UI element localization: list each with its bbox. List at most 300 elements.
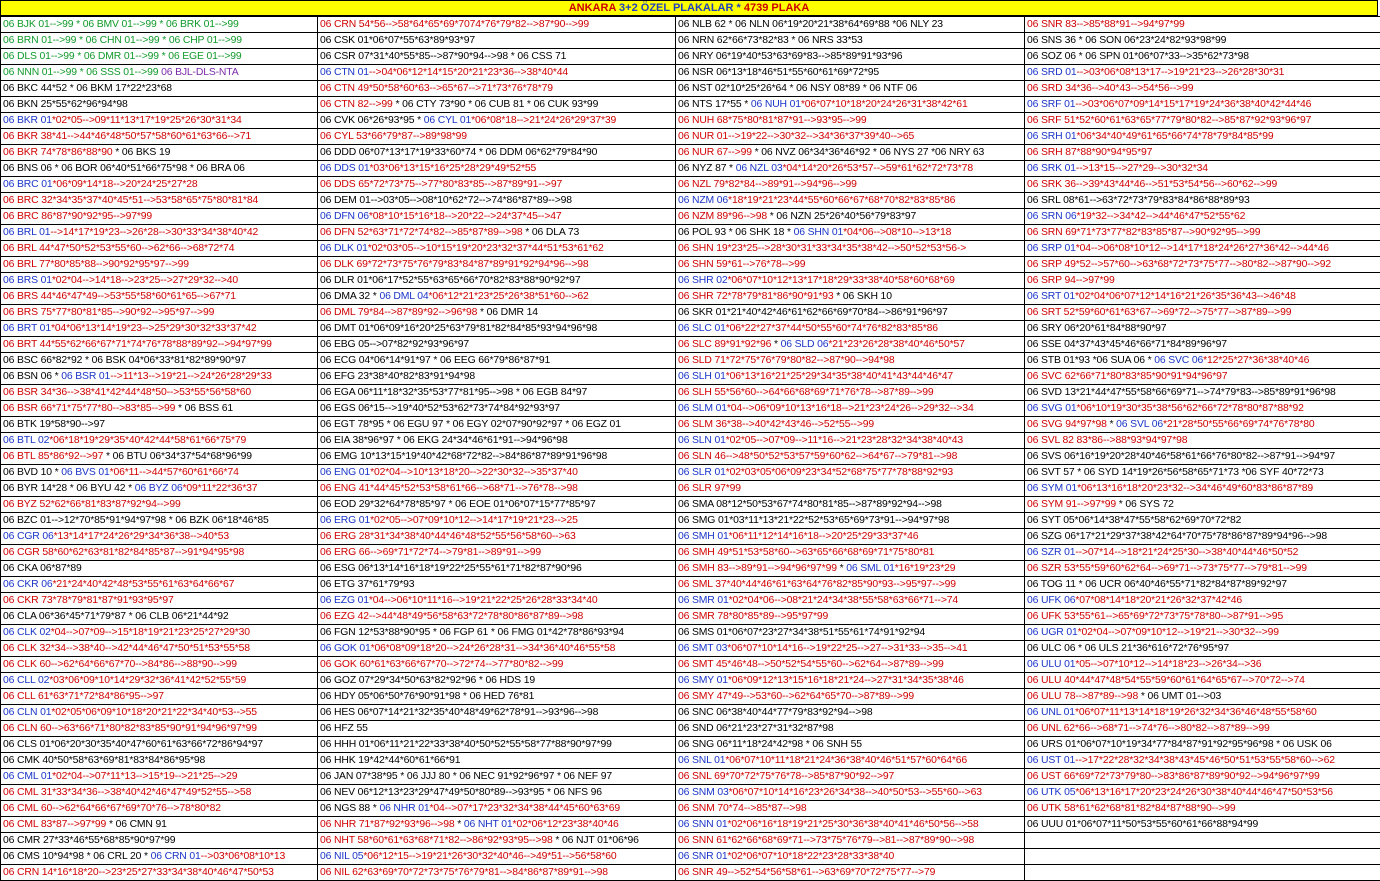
plate-cell[interactable] — [1025, 97, 1380, 113]
plate-cell[interactable] — [1025, 721, 1380, 737]
plate-text: 06 NEV 06*12*13*23*29*47*49*50*80*89-->93*95 * 06 NFS 96 — [320, 786, 602, 798]
plate-cell[interactable] — [1025, 289, 1380, 305]
plate-cell[interactable] — [676, 785, 1025, 801]
plate-cell[interactable] — [1025, 209, 1380, 225]
plate-cell[interactable] — [1025, 433, 1380, 449]
plate-cell[interactable] — [676, 161, 1025, 177]
plate-cell[interactable] — [1025, 561, 1380, 577]
plate-cell[interactable] — [676, 353, 1025, 369]
plate-text: 06 HHK 19*42*44*60*61*66*91 — [320, 754, 461, 766]
plate-cell[interactable] — [318, 433, 676, 449]
plate-text: 06 SRD 34*36-->40*43-->54*56-->99 — [1027, 82, 1194, 94]
plate-text: *06*13*16*21*25*29*34*35*38*40*41*43*44*46*47 — [725, 370, 954, 382]
plate-text: 06 SRY 06*20*61*84*88*90*97 — [1027, 322, 1167, 334]
plate-cell[interactable] — [676, 145, 1025, 161]
plate-cell[interactable] — [1025, 401, 1380, 417]
plate-text: 06 CVK 06*26*93*95 * — [320, 114, 424, 126]
plate-text: 06 SVC 62*66*71*80*83*85*90*91*94*96*97 — [1027, 370, 1228, 382]
plate-cell[interactable] — [676, 193, 1025, 209]
plate-cell[interactable] — [318, 817, 676, 833]
table-row — [1, 753, 1380, 769]
plate-cell[interactable] — [318, 65, 676, 81]
plate-cell[interactable] — [676, 417, 1025, 433]
plate-text: 06 BRN 01-->99 * 06 CHN 01-->99 * 06 CHP 01-->99 — [3, 34, 242, 46]
plate-cell[interactable] — [676, 17, 1025, 33]
plate-cell[interactable] — [1, 33, 318, 49]
plate-cell[interactable] — [1, 577, 318, 593]
plate-cell[interactable] — [1025, 529, 1380, 545]
plate-cell[interactable] — [318, 385, 676, 401]
plate-cell[interactable] — [1025, 33, 1380, 49]
plate-cell[interactable] — [676, 593, 1025, 609]
plate-text: 06 SLM 36*38-->40*42*43*46-->52*55-->99 — [678, 418, 875, 430]
plate-cell[interactable] — [676, 33, 1025, 49]
plate-cell[interactable] — [318, 225, 676, 241]
plate-cell[interactable] — [676, 449, 1025, 465]
plate-text: 06 BRC 32*34*35*37*40*45*51-->53*58*65*75*80*81*84 — [3, 194, 259, 206]
plate-cell[interactable] — [1025, 369, 1380, 385]
plate-text: 06 ETG 37*61*79*93 — [320, 578, 415, 590]
plate-cell[interactable] — [1, 369, 318, 385]
plate-cell[interactable] — [318, 721, 676, 737]
plate-cell[interactable] — [1, 241, 318, 257]
plate-cell[interactable] — [318, 481, 676, 497]
plate-cell[interactable] — [676, 529, 1025, 545]
plate-text: 06 SRT 01 — [1027, 290, 1075, 302]
plate-cell[interactable] — [676, 65, 1025, 81]
plate-cell[interactable] — [318, 769, 676, 785]
plate-cell[interactable] — [1, 865, 318, 881]
plate-text: 06 SRF 01 — [1027, 98, 1076, 110]
plate-cell[interactable] — [318, 113, 676, 129]
plate-cell[interactable] — [1025, 625, 1380, 641]
plate-cell[interactable] — [1, 641, 318, 657]
plate-cell[interactable] — [1025, 465, 1380, 481]
plate-cell[interactable] — [676, 673, 1025, 689]
plate-text: 06 DLR 01*06*17*52*55*63*65*66*70*82*83*88*90*92*97 — [320, 274, 581, 286]
table-row — [1, 385, 1380, 401]
plate-cell[interactable] — [1025, 657, 1380, 673]
plate-cell[interactable] — [1, 209, 318, 225]
plate-cell[interactable] — [1, 529, 318, 545]
plate-cell[interactable] — [1025, 641, 1380, 657]
plate-cell[interactable] — [318, 129, 676, 145]
plate-cell[interactable] — [1, 465, 318, 481]
plate-text: -->07*14-->18*21*24*25*30-->38*40*44*46*50*52 — [1075, 546, 1299, 558]
plate-cell[interactable] — [1, 657, 318, 673]
plate-cell[interactable] — [676, 689, 1025, 705]
plate-cell[interactable] — [676, 129, 1025, 145]
plate-cell[interactable] — [318, 369, 676, 385]
plate-cell[interactable] — [318, 849, 676, 865]
plate-cell[interactable] — [318, 705, 676, 721]
plate-cell[interactable] — [1, 545, 318, 561]
plate-cell[interactable] — [676, 273, 1025, 289]
plate-cell[interactable] — [318, 401, 676, 417]
plate-cell[interactable] — [676, 753, 1025, 769]
plate-cell[interactable] — [1, 801, 318, 817]
plate-text: 06 BTK 19*58*90-->97 — [3, 418, 105, 430]
plate-cell[interactable] — [318, 17, 676, 33]
plate-cell[interactable] — [1025, 113, 1380, 129]
plate-cell[interactable] — [318, 497, 676, 513]
plate-text: 06 SLC 89*91*92*96 — [678, 338, 772, 350]
plate-text: 06 CSR 07*31*40*55*85-->87*90*94-->98 * 06 CSS 71 — [320, 50, 567, 62]
plate-cell[interactable] — [676, 385, 1025, 401]
plate-text: 06 SNM 03 — [678, 786, 729, 798]
plate-cell[interactable] — [318, 81, 676, 97]
plate-text: 06 SRH 01 — [1027, 130, 1077, 142]
plate-text: 06 ERG 66-->69*71*72*74-->79*81-->89*91-->99 — [320, 546, 541, 558]
plate-cell[interactable] — [1025, 817, 1380, 833]
plate-cell[interactable] — [318, 289, 676, 305]
table-row — [1, 129, 1380, 145]
plate-cell[interactable] — [318, 241, 676, 257]
plate-cell[interactable] — [1025, 609, 1380, 625]
plate-cell[interactable] — [1, 609, 318, 625]
plate-cell[interactable] — [318, 865, 676, 881]
plate-text: 06 URS 01*06*07*10*19*34*77*84*87*91*92*95*96*98 * 06 USK 06 — [1027, 738, 1332, 750]
plate-text: 06 NRY 06*19*40*53*63*69*83-->85*89*91*93*96 — [678, 50, 903, 62]
plate-cell[interactable] — [1, 737, 318, 753]
plate-cell[interactable] — [676, 721, 1025, 737]
plate-cell[interactable] — [318, 273, 676, 289]
table-row — [1, 257, 1380, 273]
plate-cell[interactable] — [1025, 833, 1380, 849]
plate-cell[interactable] — [1, 305, 318, 321]
plate-cell[interactable] — [318, 689, 676, 705]
plate-text: 06 BTL 85*86*92-->97 — [3, 450, 104, 462]
plate-cell[interactable] — [676, 49, 1025, 65]
plate-cell[interactable] — [1, 481, 318, 497]
plate-text: 06 EGA 06*11*18*32*35*53*77*81*95-->98 * 06 EGB 84*97 — [320, 386, 588, 398]
table-row — [1, 305, 1380, 321]
plate-text: *02*04*06*07*12*14*16*21*26*35*36*43-->46*48 — [1074, 290, 1296, 302]
plate-cell[interactable] — [676, 337, 1025, 353]
plate-cell[interactable] — [676, 705, 1025, 721]
plate-cell[interactable] — [676, 849, 1025, 865]
plate-cell[interactable] — [318, 49, 676, 65]
plate-cell[interactable] — [676, 97, 1025, 113]
plate-text: *03*06*13*15*16*25*28*29*49*52*55 — [369, 162, 537, 174]
plate-cell[interactable] — [318, 561, 676, 577]
plate-cell[interactable] — [1025, 673, 1380, 689]
plate-text: 06 CLK 60-->62*64*66*67*70-->84*86-->88*90-->99 — [3, 658, 237, 670]
plate-cell[interactable] — [676, 321, 1025, 337]
plate-cell[interactable] — [676, 513, 1025, 529]
plate-cell[interactable] — [1, 705, 318, 721]
plate-text: 06 SRP 49*52-->57*60-->63*68*72*73*75*77-->80*82-->87*90-->92 — [1027, 258, 1332, 270]
plate-cell[interactable] — [318, 177, 676, 193]
plate-text: * 06 SYS 72 — [1116, 498, 1174, 510]
plate-cell[interactable] — [676, 481, 1025, 497]
plate-text: 06 BSR 66*71*75*77*80-->83*85-->99 — [3, 402, 176, 414]
plate-text: *06*07*11*13*14*18*19*26*32*34*36*46*48*55*58*60 — [1074, 706, 1317, 718]
plate-cell[interactable] — [1, 97, 318, 113]
plate-cell[interactable] — [676, 561, 1025, 577]
plate-cell[interactable] — [676, 241, 1025, 257]
plate-cell[interactable] — [1025, 849, 1380, 865]
plate-text: 06 SVL 82 83*86-->88*93*94*97*98 — [1027, 434, 1188, 446]
plate-cell[interactable] — [1025, 305, 1380, 321]
plate-cell[interactable] — [318, 737, 676, 753]
plate-cell[interactable] — [1, 513, 318, 529]
plate-cell[interactable] — [1025, 545, 1380, 561]
plate-cell[interactable] — [318, 609, 676, 625]
plate-cell[interactable] — [1, 497, 318, 513]
plate-cell[interactable] — [676, 545, 1025, 561]
plate-text: 06 EGS 06*15-->19*40*52*53*62*73*74*84*92*93*97 — [320, 402, 560, 414]
plate-text: 06 BRL 01 — [3, 226, 51, 238]
plate-cell[interactable] — [1025, 577, 1380, 593]
plate-cell[interactable] — [676, 625, 1025, 641]
plate-cell[interactable] — [318, 449, 676, 465]
plate-text: 06 SZR 53*55*59*60*62*64-->69*71-->73*75*77-->79*81-->99 — [1027, 562, 1307, 574]
plate-cell[interactable] — [318, 305, 676, 321]
plate-text: -->03*06*08*13*17-->19*21*23-->26*28*30*31 — [1076, 66, 1285, 78]
plate-text: 06 EGT 78*95 * 06 EGU 97 * 06 EGY 02*07*90*92*97 * 06 EGZ 01 — [320, 418, 621, 430]
plate-cell[interactable] — [1025, 161, 1380, 177]
table-row — [1, 625, 1380, 641]
plate-cell[interactable] — [318, 657, 676, 673]
plate-cell[interactable] — [1025, 81, 1380, 97]
plate-cell[interactable] — [676, 865, 1025, 881]
plate-text: 06 HDY 05*06*50*76*90*91*98 * 06 HED 76*81 — [320, 690, 535, 702]
plate-cell[interactable] — [676, 113, 1025, 129]
plate-text: *02*04-->10*13*18*20-->22*30*32-->35*37*40 — [370, 466, 578, 478]
plate-cell[interactable] — [676, 209, 1025, 225]
plate-cell[interactable] — [676, 641, 1025, 657]
plate-text: *16*19*23*29 — [894, 562, 956, 574]
plate-text: *02*06*12*23*38*40*46 — [512, 818, 619, 830]
plate-cell[interactable] — [676, 657, 1025, 673]
plate-text: *04-->06*10*11*16-->19*21*22*25*26*28*33*34*40 — [368, 594, 598, 606]
plate-cell[interactable] — [318, 209, 676, 225]
plate-cell[interactable] — [1, 833, 318, 849]
plate-cell[interactable] — [318, 785, 676, 801]
plate-text: 06 NRN 62*66*73*82*83 * 06 NRS 33*53 — [678, 34, 863, 46]
plate-text: 06 SMR 78*80*85*89-->95*97*99 — [678, 610, 829, 622]
table-row — [1, 161, 1380, 177]
plate-cell[interactable] — [1025, 417, 1380, 433]
plate-cell[interactable] — [1025, 801, 1380, 817]
plate-cell[interactable] — [676, 737, 1025, 753]
plate-cell[interactable] — [1, 193, 318, 209]
plate-cell[interactable] — [1025, 177, 1380, 193]
plate-cell[interactable] — [318, 465, 676, 481]
plate-cell[interactable] — [318, 673, 676, 689]
plate-text: 06 SMT 45*46*48-->50*52*54*55*60-->62*64-->87*89-->99 — [678, 658, 944, 670]
plate-text: 06 HHH 01*06*11*21*22*33*38*40*50*52*55*58*77*88*90*97*99 — [320, 738, 612, 750]
plate-cell[interactable] — [318, 801, 676, 817]
plate-cell[interactable] — [1, 785, 318, 801]
plate-cell[interactable] — [676, 465, 1025, 481]
plate-cell[interactable] — [318, 625, 676, 641]
plate-cell[interactable] — [1, 289, 318, 305]
plate-cell[interactable] — [1, 177, 318, 193]
plate-cell[interactable] — [318, 641, 676, 657]
plate-cell[interactable] — [1, 385, 318, 401]
plate-text: 06 DDS 65*72*73*75-->77*80*83*85-->87*89*91-->97 — [320, 178, 563, 190]
plate-cell[interactable] — [318, 33, 676, 49]
plate-cell[interactable] — [1025, 705, 1380, 721]
plate-cell[interactable] — [1025, 753, 1380, 769]
plate-cell[interactable] — [1, 753, 318, 769]
plate-cell[interactable] — [1025, 337, 1380, 353]
plate-cell[interactable] — [676, 817, 1025, 833]
plate-cell[interactable] — [1025, 449, 1380, 465]
plate-cell[interactable] — [676, 177, 1025, 193]
plate-cell[interactable] — [1025, 17, 1380, 33]
plate-cell[interactable] — [1, 161, 318, 177]
table-row — [1, 593, 1380, 609]
plate-cell[interactable] — [1, 689, 318, 705]
plate-text: 06 EZG 42-->44*48*49*56*58*63*72*78*80*86*87*89-->98 — [320, 610, 584, 622]
plate-cell[interactable] — [318, 593, 676, 609]
plate-grid-body — [1, 17, 1380, 881]
table-row — [1, 849, 1380, 865]
plate-cell[interactable] — [1, 65, 318, 81]
plate-text: -->04*06*12*14*15*20*21*23*36-->38*40*44 — [368, 66, 569, 78]
plate-cell[interactable] — [1, 257, 318, 273]
plate-cell[interactable] — [676, 609, 1025, 625]
plate-cell[interactable] — [1, 593, 318, 609]
plate-cell[interactable] — [1, 273, 318, 289]
plate-cell[interactable] — [1025, 865, 1380, 881]
plate-cell[interactable] — [1025, 481, 1380, 497]
plate-cell[interactable] — [1, 417, 318, 433]
plate-cell[interactable] — [1025, 769, 1380, 785]
plate-text: *04-->07*09-->15*18*19*21*23*25*27*29*30 — [50, 626, 250, 638]
plate-cell[interactable] — [1025, 257, 1380, 273]
plate-cell[interactable] — [1, 433, 318, 449]
plate-cell[interactable] — [1, 17, 318, 33]
plate-cell[interactable] — [1, 113, 318, 129]
table-row — [1, 401, 1380, 417]
plate-cell[interactable] — [676, 801, 1025, 817]
plate-cell[interactable] — [676, 289, 1025, 305]
plate-text: 06 NUH 01 — [750, 98, 801, 110]
plate-cell[interactable] — [1025, 593, 1380, 609]
plate-text: *02*04-->14*18-->23*25-->27*29*32-->40 — [51, 274, 238, 286]
plate-text: *06*09*12*13*15*16*18*21*24-->27*31*34*35*38*46 — [727, 674, 964, 686]
plate-text: 06 NSR 06*13*18*46*51*55*60*61*69*72*95 — [678, 66, 879, 78]
plate-cell[interactable] — [1, 769, 318, 785]
plate-cell[interactable] — [318, 193, 676, 209]
plate-cell[interactable] — [1025, 49, 1380, 65]
plate-cell[interactable] — [1, 145, 318, 161]
plate-text: 06 SLN 46-->48*50*52*53*57*59*60*62-->64*67-->79*81-->98 — [678, 450, 958, 462]
plate-cell[interactable] — [676, 833, 1025, 849]
plate-text: *21*28*50*55*66*69*74*76*78*80 — [1162, 418, 1315, 430]
plate-cell[interactable] — [676, 577, 1025, 593]
plate-cell[interactable] — [318, 257, 676, 273]
plate-cell[interactable] — [1025, 145, 1380, 161]
plate-text: *02*05-->07*09*10*12-->14*17*19*21*23-->25 — [370, 514, 578, 526]
plate-cell[interactable] — [676, 305, 1025, 321]
plate-text: * 06 UMT 01-->03 — [1138, 690, 1222, 702]
plate-cell[interactable] — [1, 721, 318, 737]
plate-cell[interactable] — [1025, 513, 1380, 529]
plate-cell[interactable] — [318, 545, 676, 561]
plate-cell[interactable] — [1, 401, 318, 417]
plate-cell[interactable] — [1025, 65, 1380, 81]
plate-cell[interactable] — [1, 849, 318, 865]
plate-text: 06 NNN 01-->99 * 06 SSS 01-->99 — [3, 66, 162, 78]
plate-cell[interactable] — [318, 321, 676, 337]
plate-cell[interactable] — [1025, 193, 1380, 209]
plate-text: 06 DML 04 — [379, 290, 429, 302]
plate-cell[interactable] — [676, 401, 1025, 417]
plate-cell[interactable] — [318, 337, 676, 353]
plate-cell[interactable] — [318, 353, 676, 369]
plate-cell[interactable] — [1, 817, 318, 833]
plate-text: *06*07*10*14*16-->19*22*25-->27-->31*33-->35-->41 — [727, 642, 968, 654]
plate-text: 06 CKR 06 — [3, 578, 53, 590]
plate-cell[interactable] — [318, 417, 676, 433]
plate-cell[interactable] — [676, 497, 1025, 513]
plate-cell[interactable] — [1, 81, 318, 97]
plate-cell[interactable] — [1025, 321, 1380, 337]
plate-text: 06 NGS 88 * — [320, 802, 380, 814]
plate-cell[interactable] — [1, 353, 318, 369]
plate-cell[interactable] — [676, 257, 1025, 273]
plate-cell[interactable] — [1, 225, 318, 241]
plate-cell[interactable] — [1, 321, 318, 337]
plate-cell[interactable] — [318, 753, 676, 769]
plate-cell[interactable] — [1, 49, 318, 65]
plate-text: 06 CKR 73*78*79*81*87*91*93*95*97 — [3, 594, 174, 606]
plate-cell[interactable] — [1025, 225, 1380, 241]
table-row — [1, 673, 1380, 689]
plate-cell[interactable] — [1, 625, 318, 641]
plate-cell[interactable] — [1025, 353, 1380, 369]
plate-cell[interactable] — [1025, 785, 1380, 801]
plate-cell[interactable] — [1025, 689, 1380, 705]
table-row — [1, 241, 1380, 257]
plate-cell[interactable] — [676, 81, 1025, 97]
plate-cell[interactable] — [1, 129, 318, 145]
plate-cell[interactable] — [1, 337, 318, 353]
plate-cell[interactable] — [676, 225, 1025, 241]
plate-cell[interactable] — [1025, 737, 1380, 753]
plate-cell[interactable] — [1025, 241, 1380, 257]
plate-cell[interactable] — [676, 769, 1025, 785]
plate-cell[interactable] — [1, 449, 318, 465]
plate-cell[interactable] — [318, 513, 676, 529]
plate-cell[interactable] — [1025, 385, 1380, 401]
plate-cell[interactable] — [318, 833, 676, 849]
table-row — [1, 193, 1380, 209]
plate-cell[interactable] — [676, 433, 1025, 449]
plate-cell[interactable] — [318, 161, 676, 177]
plate-cell[interactable] — [676, 369, 1025, 385]
plate-cell[interactable] — [1025, 129, 1380, 145]
plate-cell[interactable] — [1, 673, 318, 689]
plate-cell[interactable] — [1, 561, 318, 577]
plate-text: 06 NST 02*10*25*26*64 * 06 NSY 08*89 * 06 NTF 06 — [678, 82, 918, 94]
plate-cell[interactable] — [1025, 273, 1380, 289]
plate-cell[interactable] — [318, 145, 676, 161]
plate-cell[interactable] — [318, 97, 676, 113]
plate-text: 06 CLA 06*36*45*71*79*87 * 06 CLB 06*21*44*92 — [3, 610, 229, 622]
plate-text: 06 SRN 06 — [1027, 210, 1077, 222]
plate-cell[interactable] — [1025, 497, 1380, 513]
plate-text: 06 SZR 01 — [1027, 546, 1076, 558]
plate-cell[interactable] — [318, 529, 676, 545]
plate-text: 06 NHR 01 — [379, 802, 430, 814]
plate-cell[interactable] — [318, 577, 676, 593]
